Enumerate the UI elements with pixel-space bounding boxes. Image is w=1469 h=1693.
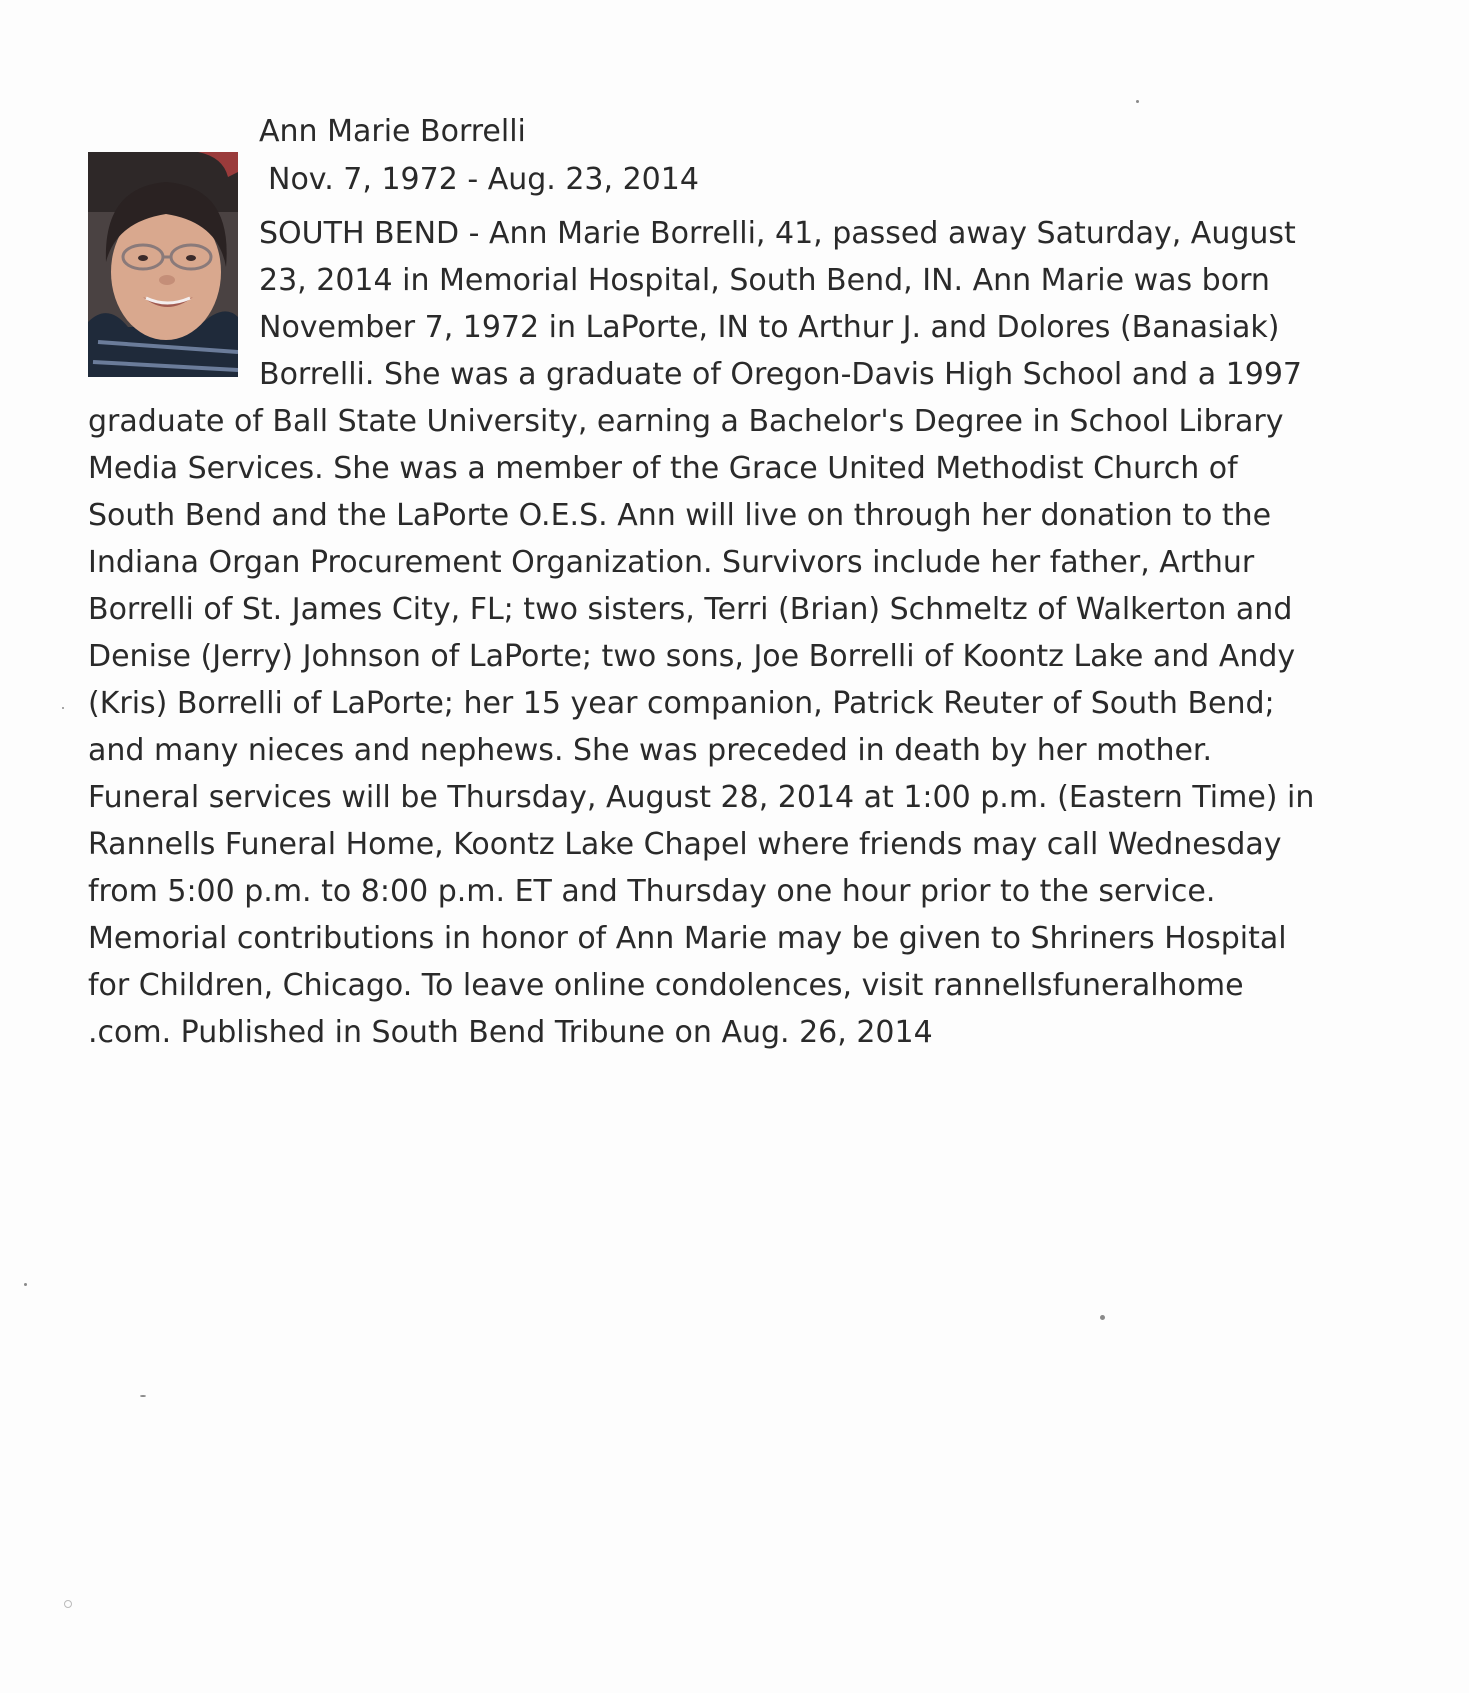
obituary-line: Memorial contributions in honor of Ann Marie may be given to Shriners Hospital (88, 921, 1287, 956)
obituary-line: South Bend and the LaPorte O.E.S. Ann will live on through her donation to the (88, 498, 1272, 533)
obituary-line: .com. Published in South Bend Tribune on Aug. 26, 2014 (88, 1015, 933, 1050)
obituary-line: Rannells Funeral Home, Koontz Lake Chapel where friends may call Wednesday (88, 827, 1282, 862)
obituary-line: Denise (Jerry) Johnson of LaPorte; two sons, Joe Borrelli of Koontz Lake and Andy (88, 639, 1296, 674)
obituary-line: 23, 2014 in Memorial Hospital, South Bend, IN. Ann Marie was born (259, 263, 1270, 298)
obituary-line: Funeral services will be Thursday, August 28, 2014 at 1:00 p.m. (Eastern Time) in (88, 780, 1315, 815)
obituary-line: Borrelli. She was a graduate of Oregon-Davis High School and a 1997 (259, 357, 1302, 392)
obituary-line: and many nieces and nephews. She was preceded in death by her mother. (88, 733, 1213, 768)
obituary-line: Media Services. She was a member of the Grace United Methodist Church of (88, 451, 1238, 486)
scan-speck (62, 707, 64, 709)
obituary-line: SOUTH BEND - Ann Marie Borrelli, 41, passed away Saturday, August (259, 216, 1296, 251)
obituary-body (88, 210, 1388, 1056)
scan-speck (24, 1283, 27, 1286)
obituary-line: November 7, 1972 in LaPorte, IN to Arthur J. and Dolores (Banasiak) (259, 310, 1280, 345)
scan-speck (140, 1395, 146, 1397)
obituary-line: for Children, Chicago. To leave online condolences, visit rannellsfuneralhome (88, 968, 1244, 1003)
scan-speck (1100, 1315, 1105, 1320)
scan-speck (64, 1600, 72, 1608)
obituary-line: graduate of Ball State University, earning a Bachelor's Degree in School Library (88, 404, 1284, 439)
obituary-line: from 5:00 p.m. to 8:00 p.m. ET and Thursday one hour prior to the service. (88, 874, 1216, 909)
obituary-line: (Kris) Borrelli of LaPorte; her 15 year companion, Patrick Reuter of South Bend; (88, 686, 1275, 721)
obituary-name: Ann Marie Borrelli (259, 114, 526, 149)
scan-speck (1136, 100, 1139, 103)
obituary-line: Borrelli of St. James City, FL; two sisters, Terri (Brian) Schmeltz of Walkerton and (88, 592, 1293, 627)
obituary-dates: Nov. 7, 1972 - Aug. 23, 2014 (268, 162, 699, 197)
obituary-line: Indiana Organ Procurement Organization. Survivors include her father, Arthur (88, 545, 1255, 580)
